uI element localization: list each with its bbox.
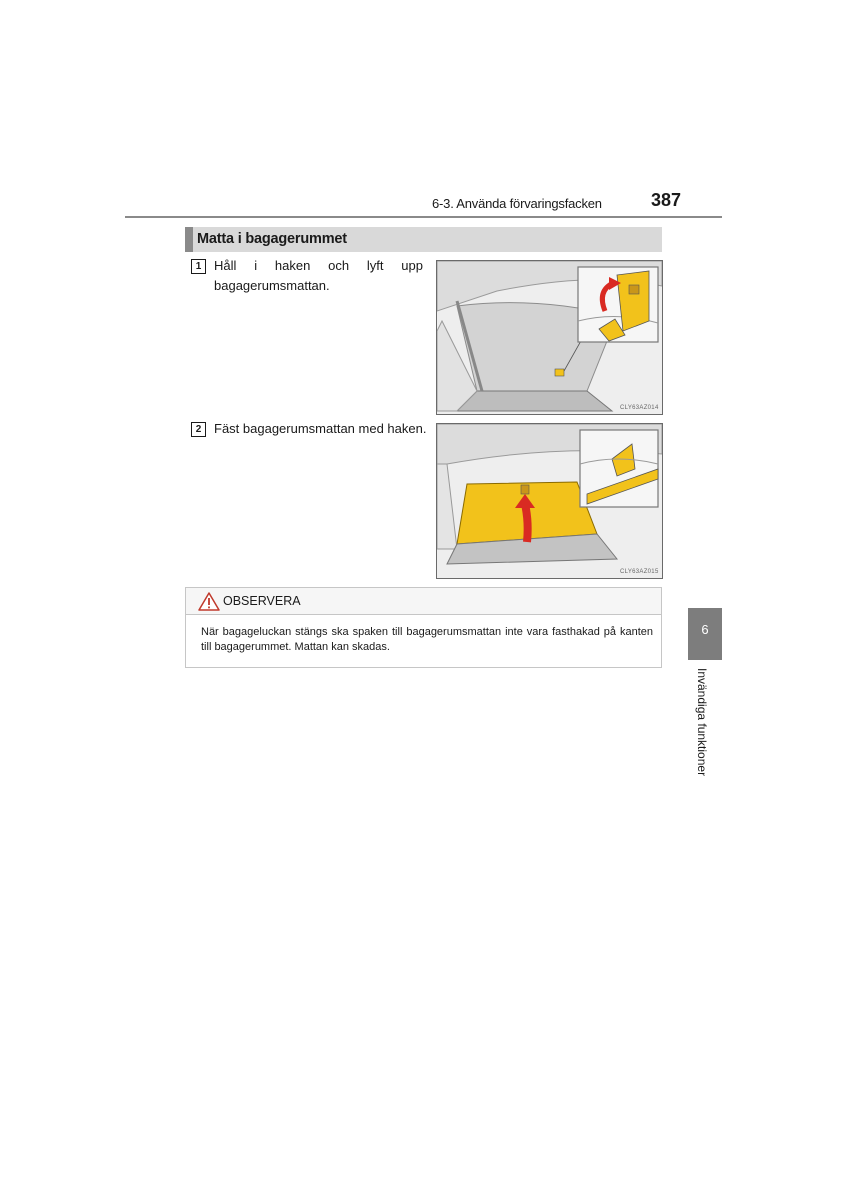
chapter-number: 6	[701, 622, 709, 637]
step-1-text: Håll i haken och lyft upp bagagerumsmattan.	[214, 258, 423, 293]
step-2-text: Fäst bagagerumsmattan med haken.	[214, 421, 427, 436]
notice-box	[185, 587, 662, 668]
trunk-mat-lift-illustration	[436, 260, 663, 415]
section-title: Matta i bagagerummet	[197, 231, 347, 247]
figure-1-code: CLY63AZ014	[620, 405, 659, 411]
notice-body: När bagageluckan stängs ska spaken till bagagerumsmattan inte vara fasthakad på kanten till bagagerummet. Mattan kan skadas.	[201, 626, 653, 653]
page-number: 387	[651, 190, 682, 210]
trunk-mat-attach-illustration	[436, 423, 663, 579]
trunk-lift-drawing	[437, 261, 662, 414]
trunk-attach-drawing	[437, 424, 662, 578]
notice-header	[186, 588, 661, 615]
chapter-tab	[688, 608, 722, 660]
header-rule	[125, 216, 722, 218]
figure-2-code: CLY63AZ015	[620, 569, 659, 575]
step-number-1: 1	[191, 259, 206, 274]
running-header-section: 6-3. Använda förvaringsfacken	[432, 196, 602, 211]
step-number-2: 2	[191, 422, 206, 437]
warning-triangle-icon	[198, 592, 220, 611]
section-title-bar	[185, 227, 662, 252]
notice-title: OBSERVERA	[223, 594, 301, 608]
chapter-title: Invändiga funktioner	[695, 668, 709, 777]
